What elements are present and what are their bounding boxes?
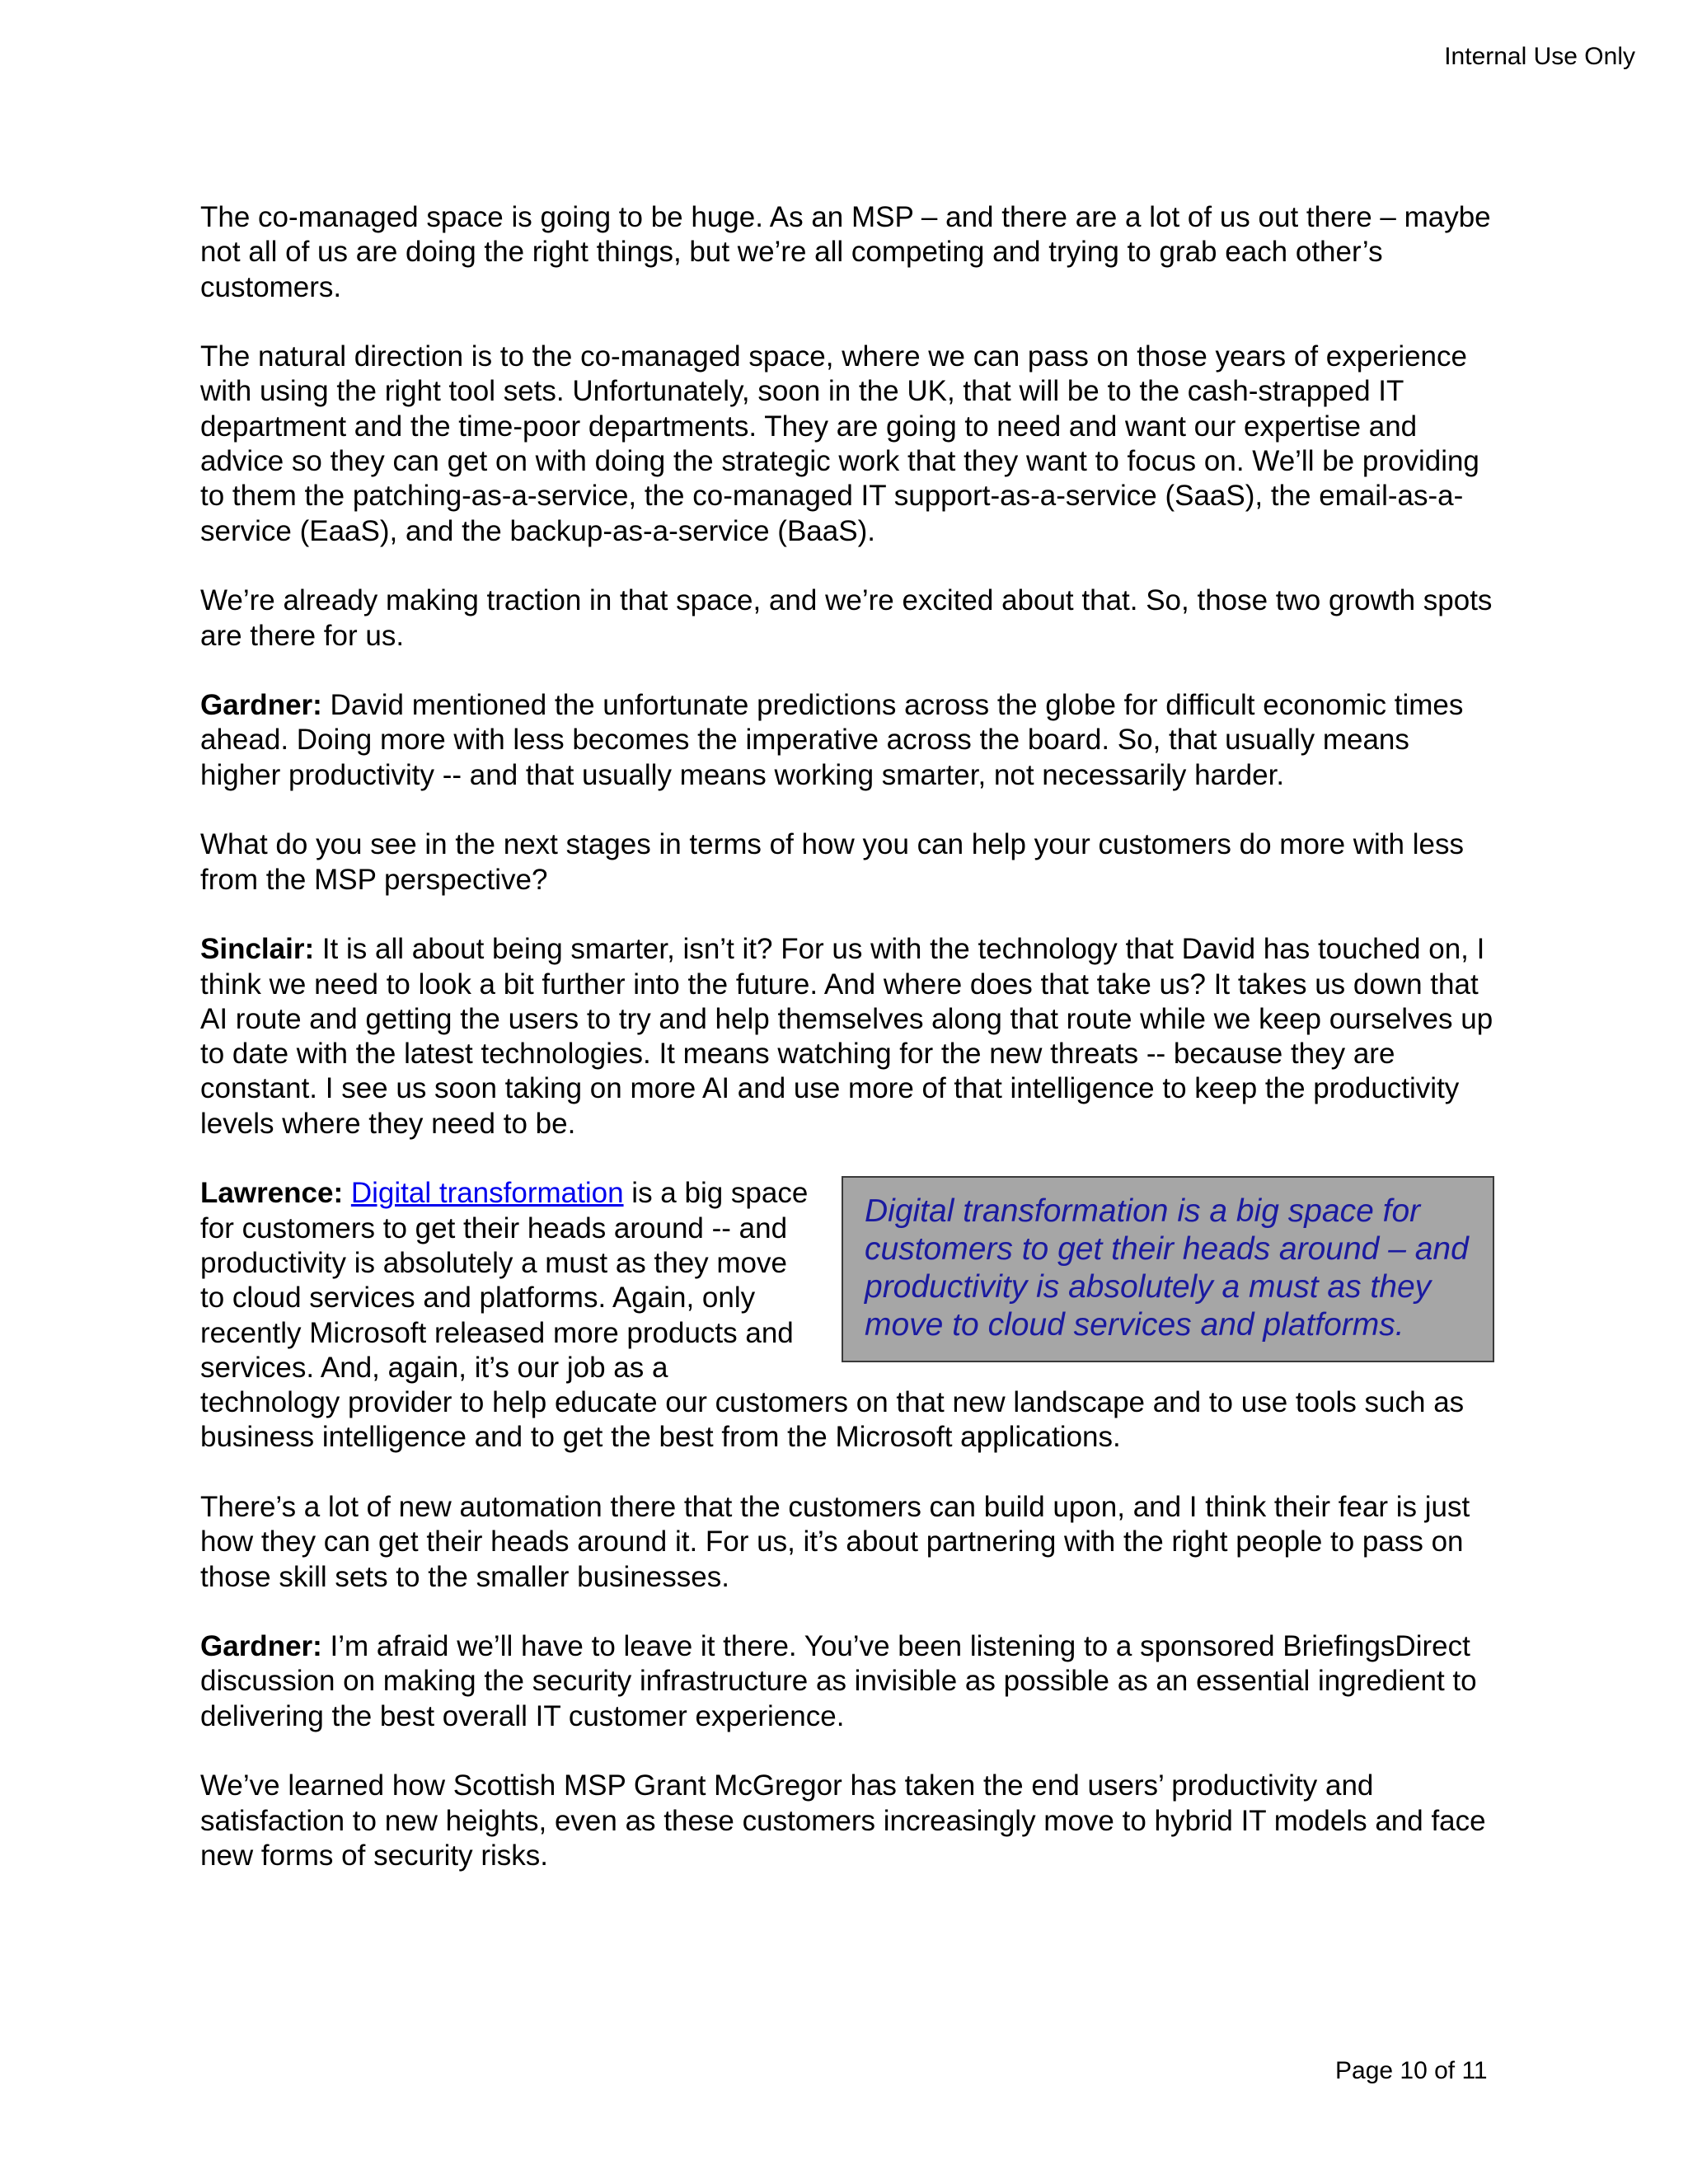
paragraph (200, 688, 1494, 793)
paragraph: The co-managed space is going to be huge. As an MSP – and there are a lot of us out there – maybe not all of us are doing the right things, but we’re all competing and trying to grab each other’s customers. (200, 201, 1491, 303)
header-classification-label: Internal Use Only (1444, 43, 1635, 70)
speaker-name: Sinclair: (200, 933, 315, 966)
speaker-name: Gardner: (200, 689, 322, 722)
paragraph: There’s a lot of new automation there that the customers can build upon, and I think their fear is just how they can get their heads around it. For us, it’s about partnering with the right people to pass on those skill sets to the smaller businesses. (200, 1490, 1470, 1593)
paragraph (200, 1629, 1494, 1734)
digital-transformation-link[interactable]: Digital transformation (350, 1177, 624, 1210)
paragraph (200, 932, 1494, 1141)
paragraph: What do you see in the next stages in terms of how you can help your customers do more with less from the MSP perspective? (200, 828, 1464, 896)
paragraph-text: is a big space for customers to get their heads around -- and productivity is absolutely a must as they move to cloud services and platforms. Again, only recently Microsoft released more products and services. And, again, it’s our job as a technology provider to help educate our customers on that new landscape and to use tools such as business intelligence and to get the best from the Microsoft applications. (200, 1177, 1465, 1454)
paragraph: We’re already making traction in that space, and we’re excited about that. So, those two growth spots are there for us. (200, 584, 1493, 652)
document-body (200, 200, 1494, 1873)
paragraph: The natural direction is to the co-managed space, where we can pass on those years of experience with using the right tool sets. Unfortunately, soon in the UK, that will be to the cash-strapped IT department and the time-poor departments. They are going to need and want our expertise and advice so they can get on with doing the strategic work that they want to focus on. We’ll be providing to them the patching-as-a-service, the co-managed IT support-as-a-service (SaaS), the email-as-a-service (EaaS), and the backup-as-a-service (BaaS). (200, 340, 1479, 547)
paragraph-text: I’m afraid we’ll have to leave it there. You’ve been listening to a sponsored BriefingsDirect discussion on making the security infrastructure as invisible as possible as an essential ingredient to delivering the best overall IT customer experience. (200, 1630, 1477, 1732)
paragraph (200, 1176, 1494, 1455)
paragraph-text: David mentioned the unfortunate predictions across the globe for difficult economic times ahead. Doing more with less becomes the imperative across the board. So, that usually means higher productivity -- and that usually means working smarter, not necessarily harder. (200, 689, 1464, 791)
paragraph: We’ve learned how Scottish MSP Grant McGregor has taken the end users’ productivity and satisfaction to new heights, even as these customers increasingly move to hybrid IT models and face new forms of security risks. (200, 1769, 1486, 1872)
paragraph-text: It is all about being smarter, isn’t it? For us with the technology that David has touched on, I think we need to look a bit further into the future. And where does that take us? It takes us down that AI route and getting the users to try and help themselves along that route while we keep ourselves up to date with the latest technologies. It means watching for the new threats -- because they are constant. I see us soon taking on more AI and use more of that intelligence to keep the productivity levels where they need to be. (200, 933, 1493, 1140)
page-number: Page 10 of 11 (1335, 2057, 1488, 2084)
speaker-name: Gardner: (200, 1630, 322, 1663)
pull-quote-box: Digital transformation is a big space for customers to get their heads around – and productivity is absolutely a must as they move to cloud services and platforms. (842, 1176, 1494, 1362)
speaker-name: Lawrence: (200, 1177, 344, 1210)
